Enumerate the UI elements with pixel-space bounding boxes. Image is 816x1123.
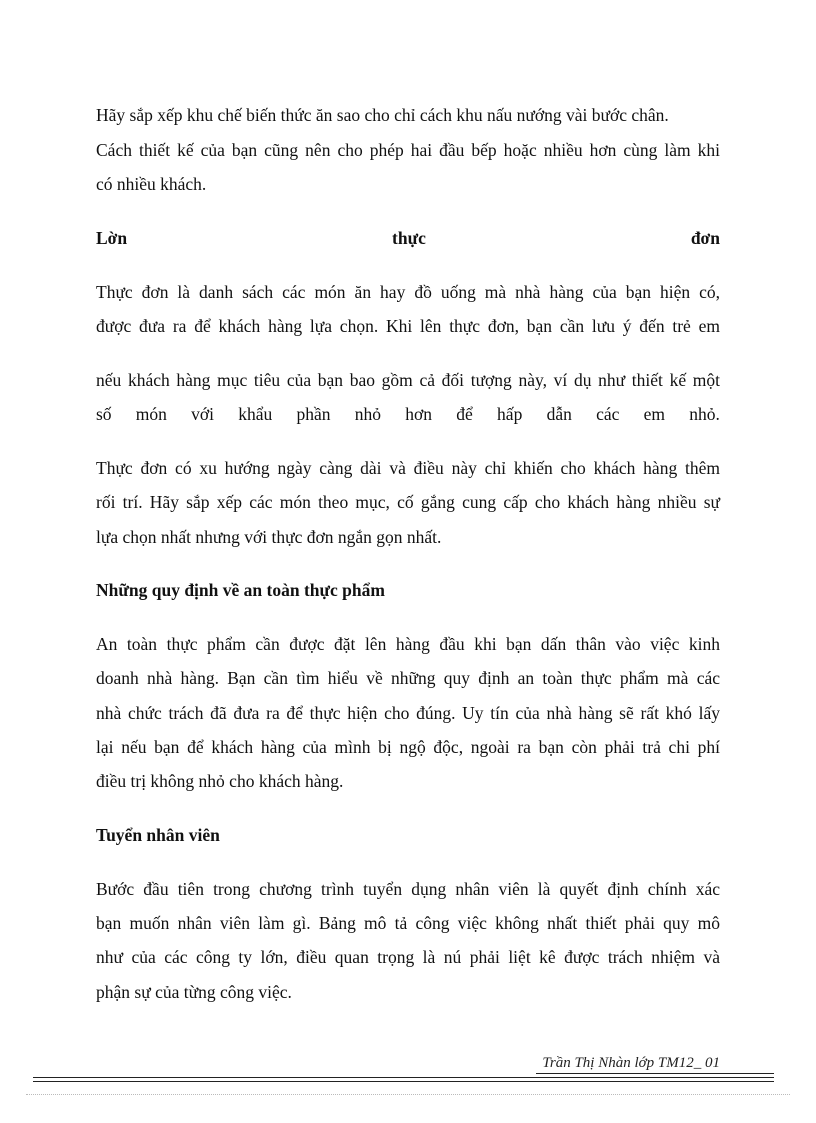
word: dẫn <box>546 404 572 424</box>
word: hấp <box>497 404 523 424</box>
heading-word: Lờn <box>96 228 128 248</box>
word: khẩu <box>238 404 273 424</box>
paragraph-line: An toàn thực phẩm cần được đặt lên hàng đầu khi bạn dấn thân vào việc kinh <box>96 634 720 654</box>
paragraph-line: rối trí. Hãy sắp xếp các món theo mục, cố gắng cung cấp cho khách hàng nhiều sự <box>96 492 720 512</box>
paragraph-line: nhà chức trách đã đưa ra để thực hiện cho đúng. Uy tín của nhà hàng sẽ rất khó lấy <box>96 703 720 723</box>
word: em <box>643 404 666 424</box>
paragraph-line: Thực đơn là danh sách các món ăn hay đồ uống mà nhà hàng của bạn hiện có, <box>96 282 720 302</box>
paragraph-line: bạn muốn nhân viên làm gì. Bảng mô tả công việc không nhất thiết phải quy mô <box>96 913 720 933</box>
paragraph-line: điều trị không nhỏ cho khách hàng. <box>96 771 344 791</box>
paragraph-line: Bước đầu tiên trong chương trình tuyển dụng nhân viên là quyết định chính xác <box>96 879 720 899</box>
word: các <box>596 404 620 424</box>
heading-word: thực <box>392 228 426 248</box>
paragraph-line: lại nếu bạn để khách hàng của mình bị ngộ độc, ngoài ra bạn còn phải trả chi phí <box>96 737 720 757</box>
word: nhỏ. <box>689 404 720 424</box>
paragraph-line: lựa chọn nhất nhưng với thực đơn ngắn gọn nhất. <box>96 527 442 547</box>
section-heading-menu <box>96 227 720 249</box>
paragraph-line: doanh nhà hàng. Bạn cần tìm hiểu về những quy định an toàn thực phẩm mà các <box>96 668 720 688</box>
paragraph-line: nếu khách hàng mục tiêu của bạn bao gồm cả đối tượng này, ví dụ như thiết kế một <box>96 370 720 390</box>
word: nhỏ <box>354 404 382 424</box>
footer-rule-bottom <box>33 1081 774 1082</box>
section-heading-hiring: Tuyển nhân viên <box>96 825 220 845</box>
word: hơn <box>405 404 433 424</box>
paragraph-line: Cách thiết kế của bạn cũng nên cho phép hai đầu bếp hoặc nhiều hơn cùng làm khi <box>96 140 720 160</box>
paragraph-line: được đưa ra để khách hàng lựa chọn. Khi lên thực đơn, bạn cần lưu ý đến trẻ em <box>96 316 720 336</box>
word: số <box>96 404 112 424</box>
section-heading-food-safety: Những quy định về an toàn thực phẩm <box>96 580 385 600</box>
footer-underline <box>536 1073 774 1074</box>
paragraph-line-spread <box>96 403 720 425</box>
word: phần <box>296 404 331 424</box>
text-line: Hãy sắp xếp khu chế biến thức ăn sao cho chỉ cách khu nấu nướng vài bước chân. <box>96 105 669 125</box>
paragraph-line: có nhiều khách. <box>96 174 207 194</box>
paragraph-line: phận sự của từng công việc. <box>96 982 292 1002</box>
word: với <box>191 404 215 424</box>
word: món <box>135 404 167 424</box>
footer-author: Trần Thị Nhàn lớp TM12_ 01 <box>542 1055 720 1071</box>
footer-rule-top <box>33 1077 774 1078</box>
word: để <box>456 404 473 424</box>
paragraph-line <box>96 104 720 126</box>
heading-word: đơn <box>690 228 720 248</box>
page-edge-dots <box>26 1094 790 1095</box>
paragraph-line: Thực đơn có xu hướng ngày càng dài và điều này chỉ khiến cho khách hàng thêm <box>96 458 720 478</box>
paragraph-line: như của các công ty lớn, điều quan trọng là nú phải liệt kê được trách nhiệm và <box>96 947 720 967</box>
